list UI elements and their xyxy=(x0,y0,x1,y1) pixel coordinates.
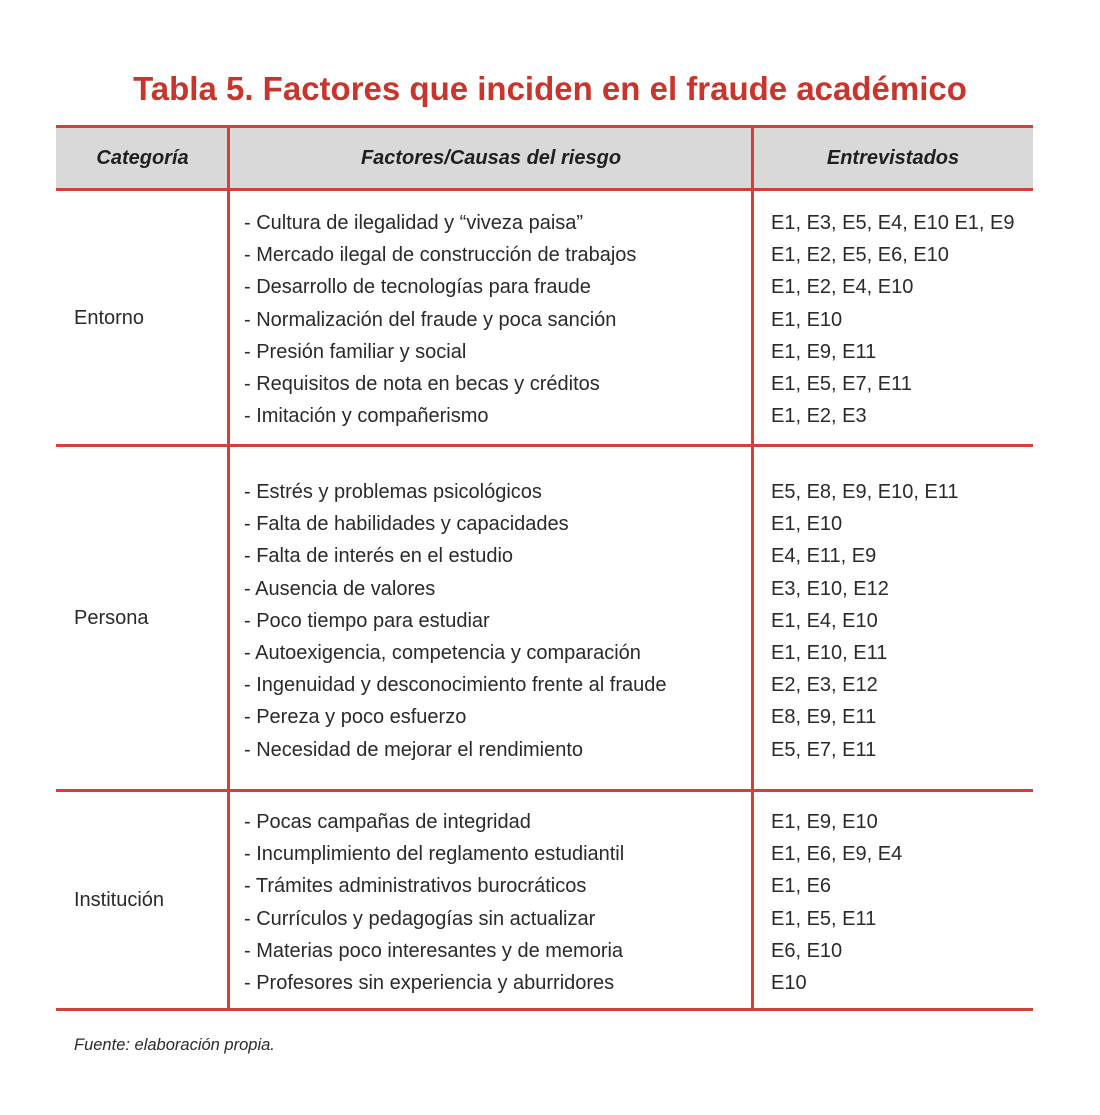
factor-item: - Incumplimiento del reglamento estudiantil xyxy=(244,843,625,866)
factor-item: - Presión familiar y social xyxy=(244,340,467,363)
header-entrevistados: Entrevistados xyxy=(826,147,960,169)
interviewee-list-persona xyxy=(771,476,959,766)
rule-col-1 xyxy=(227,125,230,1011)
interviewee-item: E1, E4, E10 xyxy=(771,609,878,632)
factor-item: - Imitación y compañerismo xyxy=(244,405,489,428)
factor-item: - Falta de interés en el estudio xyxy=(244,545,514,568)
factor-item: - Cultura de ilegalidad y “viveza paisa” xyxy=(244,212,584,234)
factor-item: - Poco tiempo para estudiar xyxy=(244,609,490,632)
category-institucion: Institución xyxy=(74,889,165,911)
rule-group-1 xyxy=(56,444,1033,447)
interviewee-list-institucion xyxy=(771,806,902,999)
interviewee-item: E2, E3, E12 xyxy=(771,674,878,697)
interviewee-item: E6, E10 xyxy=(771,939,843,962)
interviewee-item: E1, E10, E11 xyxy=(771,641,888,664)
factor-item: - Autoexigencia, competencia y comparación xyxy=(244,641,641,664)
factor-item: - Ausencia de valores xyxy=(244,577,436,600)
interviewee-item: E1, E6 xyxy=(771,875,832,898)
rule-group-2 xyxy=(56,789,1033,792)
factor-list-entorno xyxy=(244,207,636,432)
interviewee-item: E3, E10, E12 xyxy=(771,577,889,600)
factor-item: - Falta de habilidades y capacidades xyxy=(244,513,569,536)
header-factores: Factores/Causas del riesgo xyxy=(360,147,622,169)
factor-list-institucion xyxy=(244,806,624,999)
interviewee-item: E4, E11, E9 xyxy=(771,545,877,568)
rule-col-2 xyxy=(751,125,754,1011)
factor-item: - Pocas campañas de integridad xyxy=(244,811,531,833)
interviewee-item: E10 xyxy=(771,971,807,994)
factor-item: - Currículos y pedagogías sin actualizar xyxy=(244,907,596,930)
interviewee-item: E1, E3, E5, E4, E10 E1, E9 xyxy=(771,212,1015,234)
interviewee-item: E1, E6, E9, E4 xyxy=(771,843,903,866)
interviewee-item: E1, E9, E10 xyxy=(771,811,878,833)
factor-item: - Estrés y problemas psicológicos xyxy=(244,481,542,503)
interviewee-item: E1, E10 xyxy=(771,308,843,331)
rule-top xyxy=(56,125,1033,128)
factor-list-persona xyxy=(244,476,667,766)
interviewee-item: E1, E10 xyxy=(771,513,843,536)
factor-item: - Necesidad de mejorar el rendimiento xyxy=(244,738,584,761)
factor-item: - Pereza y poco esfuerzo xyxy=(244,706,467,729)
rule-header xyxy=(56,188,1033,191)
interviewee-list-entorno xyxy=(771,207,1015,432)
factor-item: - Desarrollo de tecnologías para fraude xyxy=(244,276,591,299)
interviewee-item: E5, E8, E9, E10, E11 xyxy=(771,481,959,503)
factor-item: - Ingenuidad y desconocimiento frente al fraude xyxy=(244,674,667,697)
source-note: Fuente: elaboración propia. xyxy=(74,1036,275,1054)
interviewee-item: E5, E7, E11 xyxy=(771,738,877,761)
table-title: Tabla 5. Factores que inciden en el fraude académico xyxy=(133,70,967,107)
interviewee-item: E1, E2, E5, E6, E10 xyxy=(771,244,949,267)
interviewee-item: E1, E2, E4, E10 xyxy=(771,276,914,299)
factor-item: - Normalización del fraude y poca sanción xyxy=(244,308,617,331)
factors-table xyxy=(56,125,1033,1011)
interviewee-item: E1, E5, E7, E11 xyxy=(771,372,912,395)
factor-item: - Requisitos de nota en becas y créditos xyxy=(244,372,600,395)
factor-item: - Materias poco interesantes y de memoria xyxy=(244,939,624,962)
factor-item: - Profesores sin experiencia y aburridores xyxy=(244,971,615,994)
factor-item: - Trámites administrativos burocráticos xyxy=(244,875,587,898)
header-categoria: Categoría xyxy=(96,147,189,169)
rule-bottom xyxy=(56,1008,1033,1011)
category-entorno: Entorno xyxy=(74,307,145,329)
interviewee-item: E8, E9, E11 xyxy=(771,706,877,729)
interviewee-item: E1, E5, E11 xyxy=(771,907,877,930)
factor-item: - Mercado ilegal de construcción de trabajos xyxy=(244,244,637,267)
interviewee-item: E1, E2, E3 xyxy=(771,405,867,428)
interviewee-item: E1, E9, E11 xyxy=(771,340,877,363)
category-persona: Persona xyxy=(74,607,149,629)
